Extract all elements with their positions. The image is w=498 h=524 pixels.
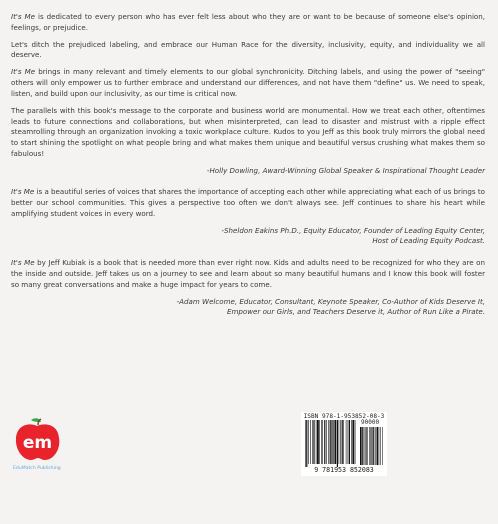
addon-bar (360, 427, 362, 465)
barcode-digits: 9 781953 852083 (314, 466, 374, 474)
barcode-bar (330, 420, 331, 464)
barcode-bar (331, 420, 332, 464)
addon-bar (380, 427, 381, 465)
addon-bar (364, 427, 365, 465)
attribution-line-1: -Adam Welcome, Educator, Consultant, Keynote Speaker, Co-Author of Kids Deserve It, (176, 296, 485, 306)
barcode-bar (312, 420, 313, 464)
publisher-name: EduMatch Publishing (13, 466, 61, 471)
barcode-bar (322, 420, 323, 464)
attribution-line-2: Host of Leading Equity Podcast. (372, 236, 485, 246)
barcode-bar (310, 420, 311, 464)
paragraph-text: is a beautiful series of voices that shares the importance of accepting each other while appreciating what each of us brings to better our school communities. This gives a perspective too often we don't always see. Jeff continues to share his heart while amplifying student voices in every word. (11, 187, 485, 218)
endorsement-paragraph-1 (11, 12, 485, 33)
addon-bar (382, 427, 383, 465)
addon-bar (379, 427, 380, 465)
barcode-bar (316, 420, 317, 464)
barcode-bar (305, 420, 306, 467)
paragraph-text: is dedicated to every person who has ever felt less about who they are or want to be because of someone else's opinion, feelings, or prejudice. (11, 12, 485, 32)
addon-bar (375, 427, 376, 465)
barcode-bar (352, 420, 354, 464)
addon-bar (372, 427, 373, 465)
addon-bar (377, 427, 379, 465)
endorsement-paragraph-6 (11, 258, 485, 290)
barcode-bar (333, 420, 334, 464)
attribution-adam-welcome (11, 297, 485, 318)
barcode-bar (313, 420, 314, 464)
endorsement-paragraph-4: The parallels with this book's message to the corporate and business world are monumental. How we treat each other, oftentimes leads to future connections and collaborations, but when misinterpreted, can lead to disaster and mistrust with a ripple effect steamrolling through an organization invoking a toxic workplace culture. Kudos to you Jeff as this book truly mirrors the global need to start shining the spotlight on what people bring and what makes them unique and beautiful versus crushing what makes them so fabulous! (11, 105, 485, 158)
barcode-bar (328, 420, 329, 464)
barcode-bar (348, 420, 349, 464)
barcode-bar (334, 420, 336, 464)
barcode-bar (340, 420, 341, 464)
barcode-bar (321, 420, 322, 464)
book-title-ref: It's Me (11, 12, 35, 21)
barcode-bar (319, 420, 320, 464)
endorsement-paragraph-2: Let's ditch the prejudiced labeling, and embrace our Human Race for the diversity, inclusivity, equity, and individuality we all deserve. (11, 39, 485, 60)
addon-bar (367, 427, 368, 465)
isbn-label: ISBN 978-1-953852-08-3 (303, 413, 385, 420)
book-title-ref: It's Me (11, 187, 35, 197)
book-title-ref: It's Me (11, 67, 36, 77)
attribution-line-1: -Sheldon Eakins Ph.D., Equity Educator, Founder of Leading Equity Center, (221, 225, 485, 235)
barcode-bar (351, 420, 352, 464)
paragraph-text: by Jeff Kubiak is a book that is needed more than ever right now. Kids and adults need to be recognized for who they are on the inside and outside. Jeff takes us on a journey to see and learn about so many beautiful humans and I know this book will foster so many great conversations and make a huge impact for years to come. (11, 258, 485, 289)
barcode-bar (339, 420, 340, 464)
barcode-bar (326, 420, 327, 464)
attribution-line: -Holly Dowling, Award-Winning Global Speaker & Inspirational Thought Leader (206, 165, 485, 175)
isbn-barcode (301, 412, 387, 476)
attribution-holly-dowling (11, 166, 485, 177)
attribution-sheldon-eakins (11, 226, 485, 247)
barcode-bar (337, 420, 338, 467)
endorsements-column (11, 12, 485, 329)
addon-bar (370, 427, 371, 465)
addon-bar (373, 427, 374, 465)
barcode-bar (349, 420, 350, 464)
addon-bar (369, 427, 370, 465)
barcode-bar (324, 420, 325, 464)
barcode-bar (355, 420, 356, 464)
barcode-bar (346, 420, 347, 464)
endorsement-paragraph-5 (11, 187, 485, 219)
barcode-bar (317, 420, 319, 464)
addon-bar (366, 427, 367, 465)
edumatch-logo (9, 416, 79, 472)
endorsement-paragraph-3 (11, 67, 485, 99)
barcode-addon-number: 90000 (361, 419, 380, 426)
book-title-ref: It's Me (11, 258, 35, 268)
barcode-bar (306, 420, 307, 467)
addon-bar (362, 427, 363, 465)
attribution-line-2: Empower our Girls, and Teachers Deserve it, Author of Run Like a Pirate. (227, 307, 485, 317)
barcode-bar (342, 420, 343, 464)
barcode-bar (343, 420, 344, 464)
apple-logo-icon (9, 416, 79, 472)
paragraph-text: brings in many relevant and timely elements to our global synchronicity. Ditching labels, and using the power of "seeing" others will only empower us to further embrace and understand our differences, and not have them "define" us. We need to speak, listen, and build upon our inclusivity, as our time is critical now. (11, 67, 485, 98)
barcode-bar (308, 420, 309, 464)
logo-letters: em (22, 433, 53, 453)
